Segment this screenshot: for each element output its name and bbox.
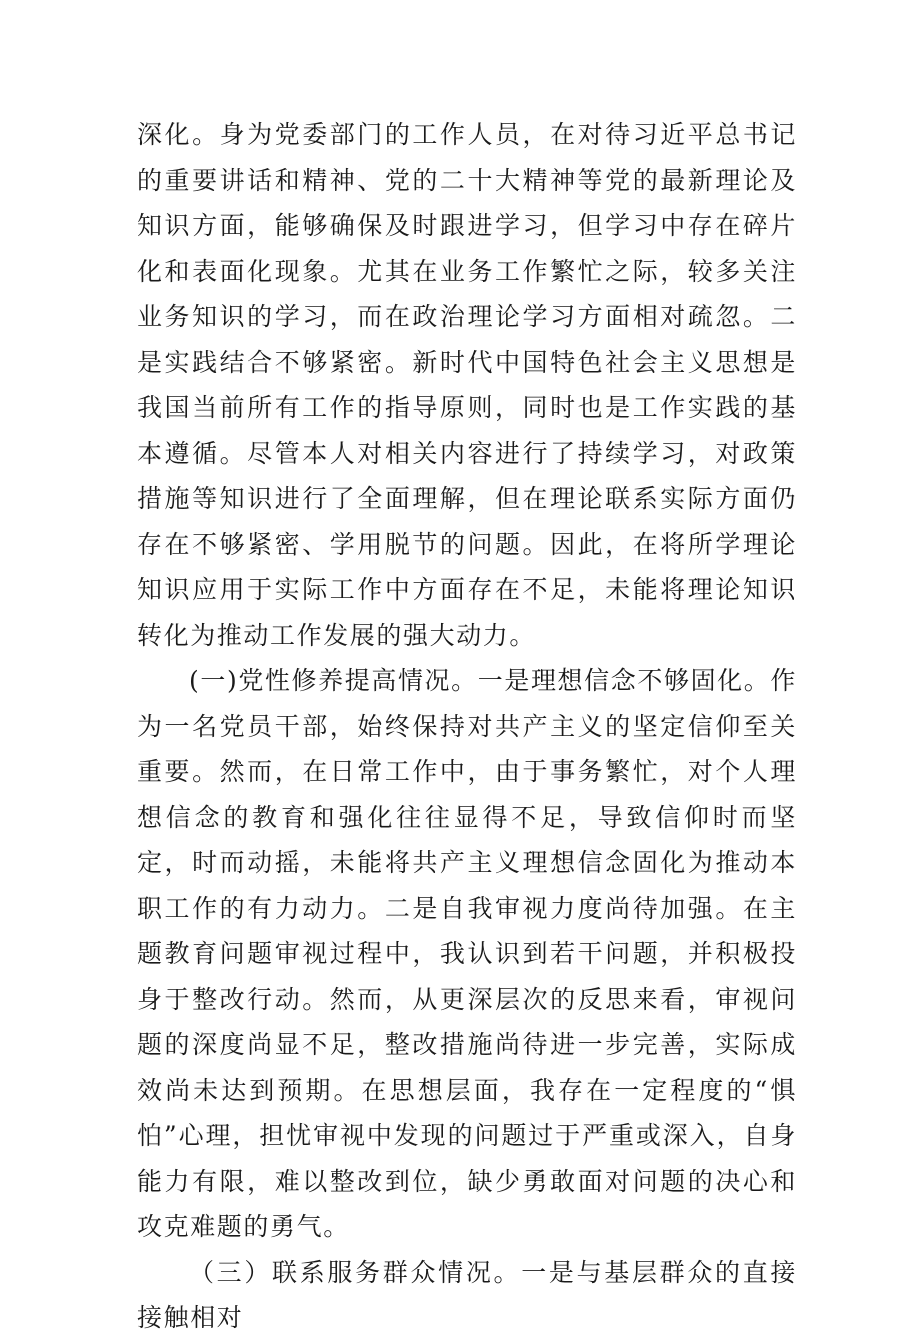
document-body (137, 112, 797, 1341)
paragraph-continuation: 深化。身为党委部门的工作人员，在对待习近平总书记的重要讲话和精神、党的二十大精神等党的最新理论及知识方面，能够确保及时跟进学习，但学习中存在碎片化和表面化现象。尤其在业务工作繁忙之际，较多关注业务知识的学习，而在政治理论学习方面相对疏忽。二是实践结合不够紧密。新时代中国特色社会主义思想是我国当前所有工作的指导原则，同时也是工作实践的基本遵循。尽管本人对相关内容进行了持续学习，对政策措施等知识进行了全面理解，但在理论联系实际方面仍存在不够紧密、学用脱节的问题。因此，在将所学理论知识应用于实际工作中方面存在不足，未能将理论知识转化为推动工作发展的强大动力。 (137, 120, 797, 650)
paragraph-serving-masses: （三）联系服务群众情况。一是与基层群众的直接接触相对 (137, 1257, 797, 1332)
paragraph-party-spirit: (一)党性修养提高情况。一是理想信念不够固化。作为一名党员干部，始终保持对共产主义的坚定信仰至关重要。然而，在日常工作中，由于事务繁忙，对个人理想信念的教育和强化往往显得不足，导致信仰时而坚定，时而动摇，未能将共产主义理想信念固化为推动本职工作的有力动力。二是自我审视力度尚待加强。在主题教育问题审视过程中，我认识到若干问题，并积极投身于整改行动。然而，从更深层次的反思来看，审视问题的深度尚显不足，整改措施尚待进一步完善，实际成效尚未达到预期。在思想层面，我存在一定程度的“惧怕”心理，担忧审视中发现的问题过于严重或深入，自身能力有限，难以整改到位，缺少勇敢面对问题的决心和攻克难题的勇气。 (137, 666, 797, 1241)
